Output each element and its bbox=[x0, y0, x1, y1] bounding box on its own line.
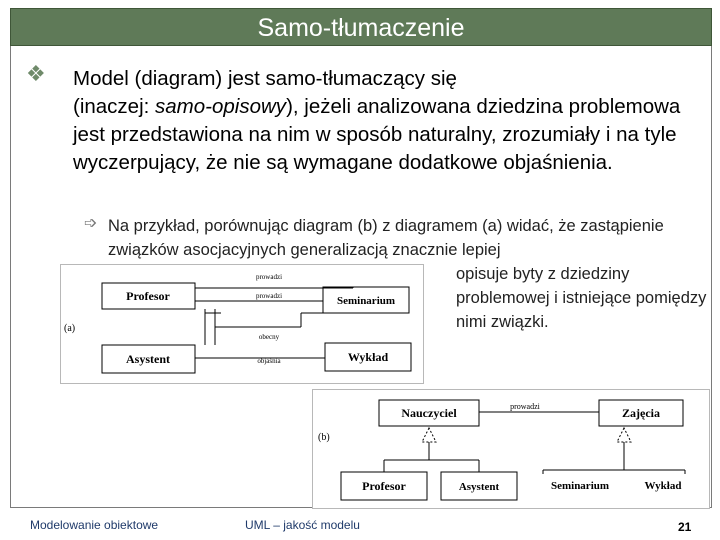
assoc-label-b: prowadzi bbox=[510, 402, 540, 411]
diagram-b bbox=[312, 389, 710, 509]
arrow-right-outline-icon: ➩ bbox=[84, 213, 98, 232]
assoc-label-top: prowadzi bbox=[255, 273, 283, 281]
class-name-asystent-b: Asystent bbox=[458, 481, 500, 493]
diagram-a bbox=[60, 264, 424, 384]
assoc-label-bottom: objaśnia bbox=[257, 357, 281, 365]
footer-center: UML – jakość modelu bbox=[245, 518, 360, 532]
class-name-profesor-b: Profesor bbox=[362, 479, 406, 493]
class-name-wyklad-b: Wykład bbox=[644, 480, 682, 492]
class-name-nauczyciel: Nauczyciel bbox=[401, 406, 457, 420]
class-name-seminarium-b: Seminarium bbox=[550, 480, 610, 492]
generalization-triangle-zajecia bbox=[617, 428, 631, 442]
diagram-a-label: (a) bbox=[64, 323, 76, 334]
slide-title: Samo-tłumaczenie bbox=[257, 14, 465, 42]
footer-left: Modelowanie obiektowe bbox=[30, 518, 159, 532]
generalization-triangle-nauczyciel bbox=[422, 428, 436, 442]
class-name-seminarium: Seminarium bbox=[336, 295, 396, 307]
sub-paragraph-part1 bbox=[108, 214, 708, 262]
main-paragraph-prefix: (inaczej: bbox=[73, 95, 156, 118]
main-paragraph-line1: Model (diagram) jest samo-tłumaczący się bbox=[73, 67, 457, 90]
main-paragraph-suffix: ), jeżeli analizowana dziedzina problemowa jest przedstawiona na nim w sposób naturalny, zrozumiały i na tyle wyczerpujący, że nie są wymagane dodatkowe objaśnienia. bbox=[73, 95, 681, 174]
class-name-profesor: Profesor bbox=[126, 289, 170, 303]
class-name-zajecia: Zajęcia bbox=[622, 406, 660, 420]
sub-paragraph-part2 bbox=[456, 262, 716, 334]
main-paragraph bbox=[73, 65, 683, 177]
sub-paragraph-text2: opisuje byty z dziedziny problemowej i istniejące pomiędzy nimi związki. bbox=[456, 265, 707, 331]
title-bar bbox=[10, 8, 712, 46]
assoc-label-mid: prowadzi bbox=[255, 292, 283, 300]
main-paragraph-italic: samo-opisowy bbox=[155, 95, 287, 118]
diagram-b-label: (b) bbox=[318, 432, 330, 443]
diagram-a-svg bbox=[61, 265, 423, 383]
class-name-asystent: Asystent bbox=[126, 352, 170, 366]
diagram-b-svg bbox=[313, 390, 709, 508]
diamond-cluster-icon: ❖ bbox=[26, 62, 46, 87]
page-number: 21 bbox=[678, 520, 692, 534]
class-name-wyklad: Wykład bbox=[347, 350, 389, 364]
sub-paragraph-text1: Na przykład, porównując diagram (b) z diagramem (a) widać, że zastąpienie związków asocjacyjnych generalizacją znacznie lepiej bbox=[108, 217, 664, 259]
assoc-label-cross: obecny bbox=[258, 333, 280, 341]
